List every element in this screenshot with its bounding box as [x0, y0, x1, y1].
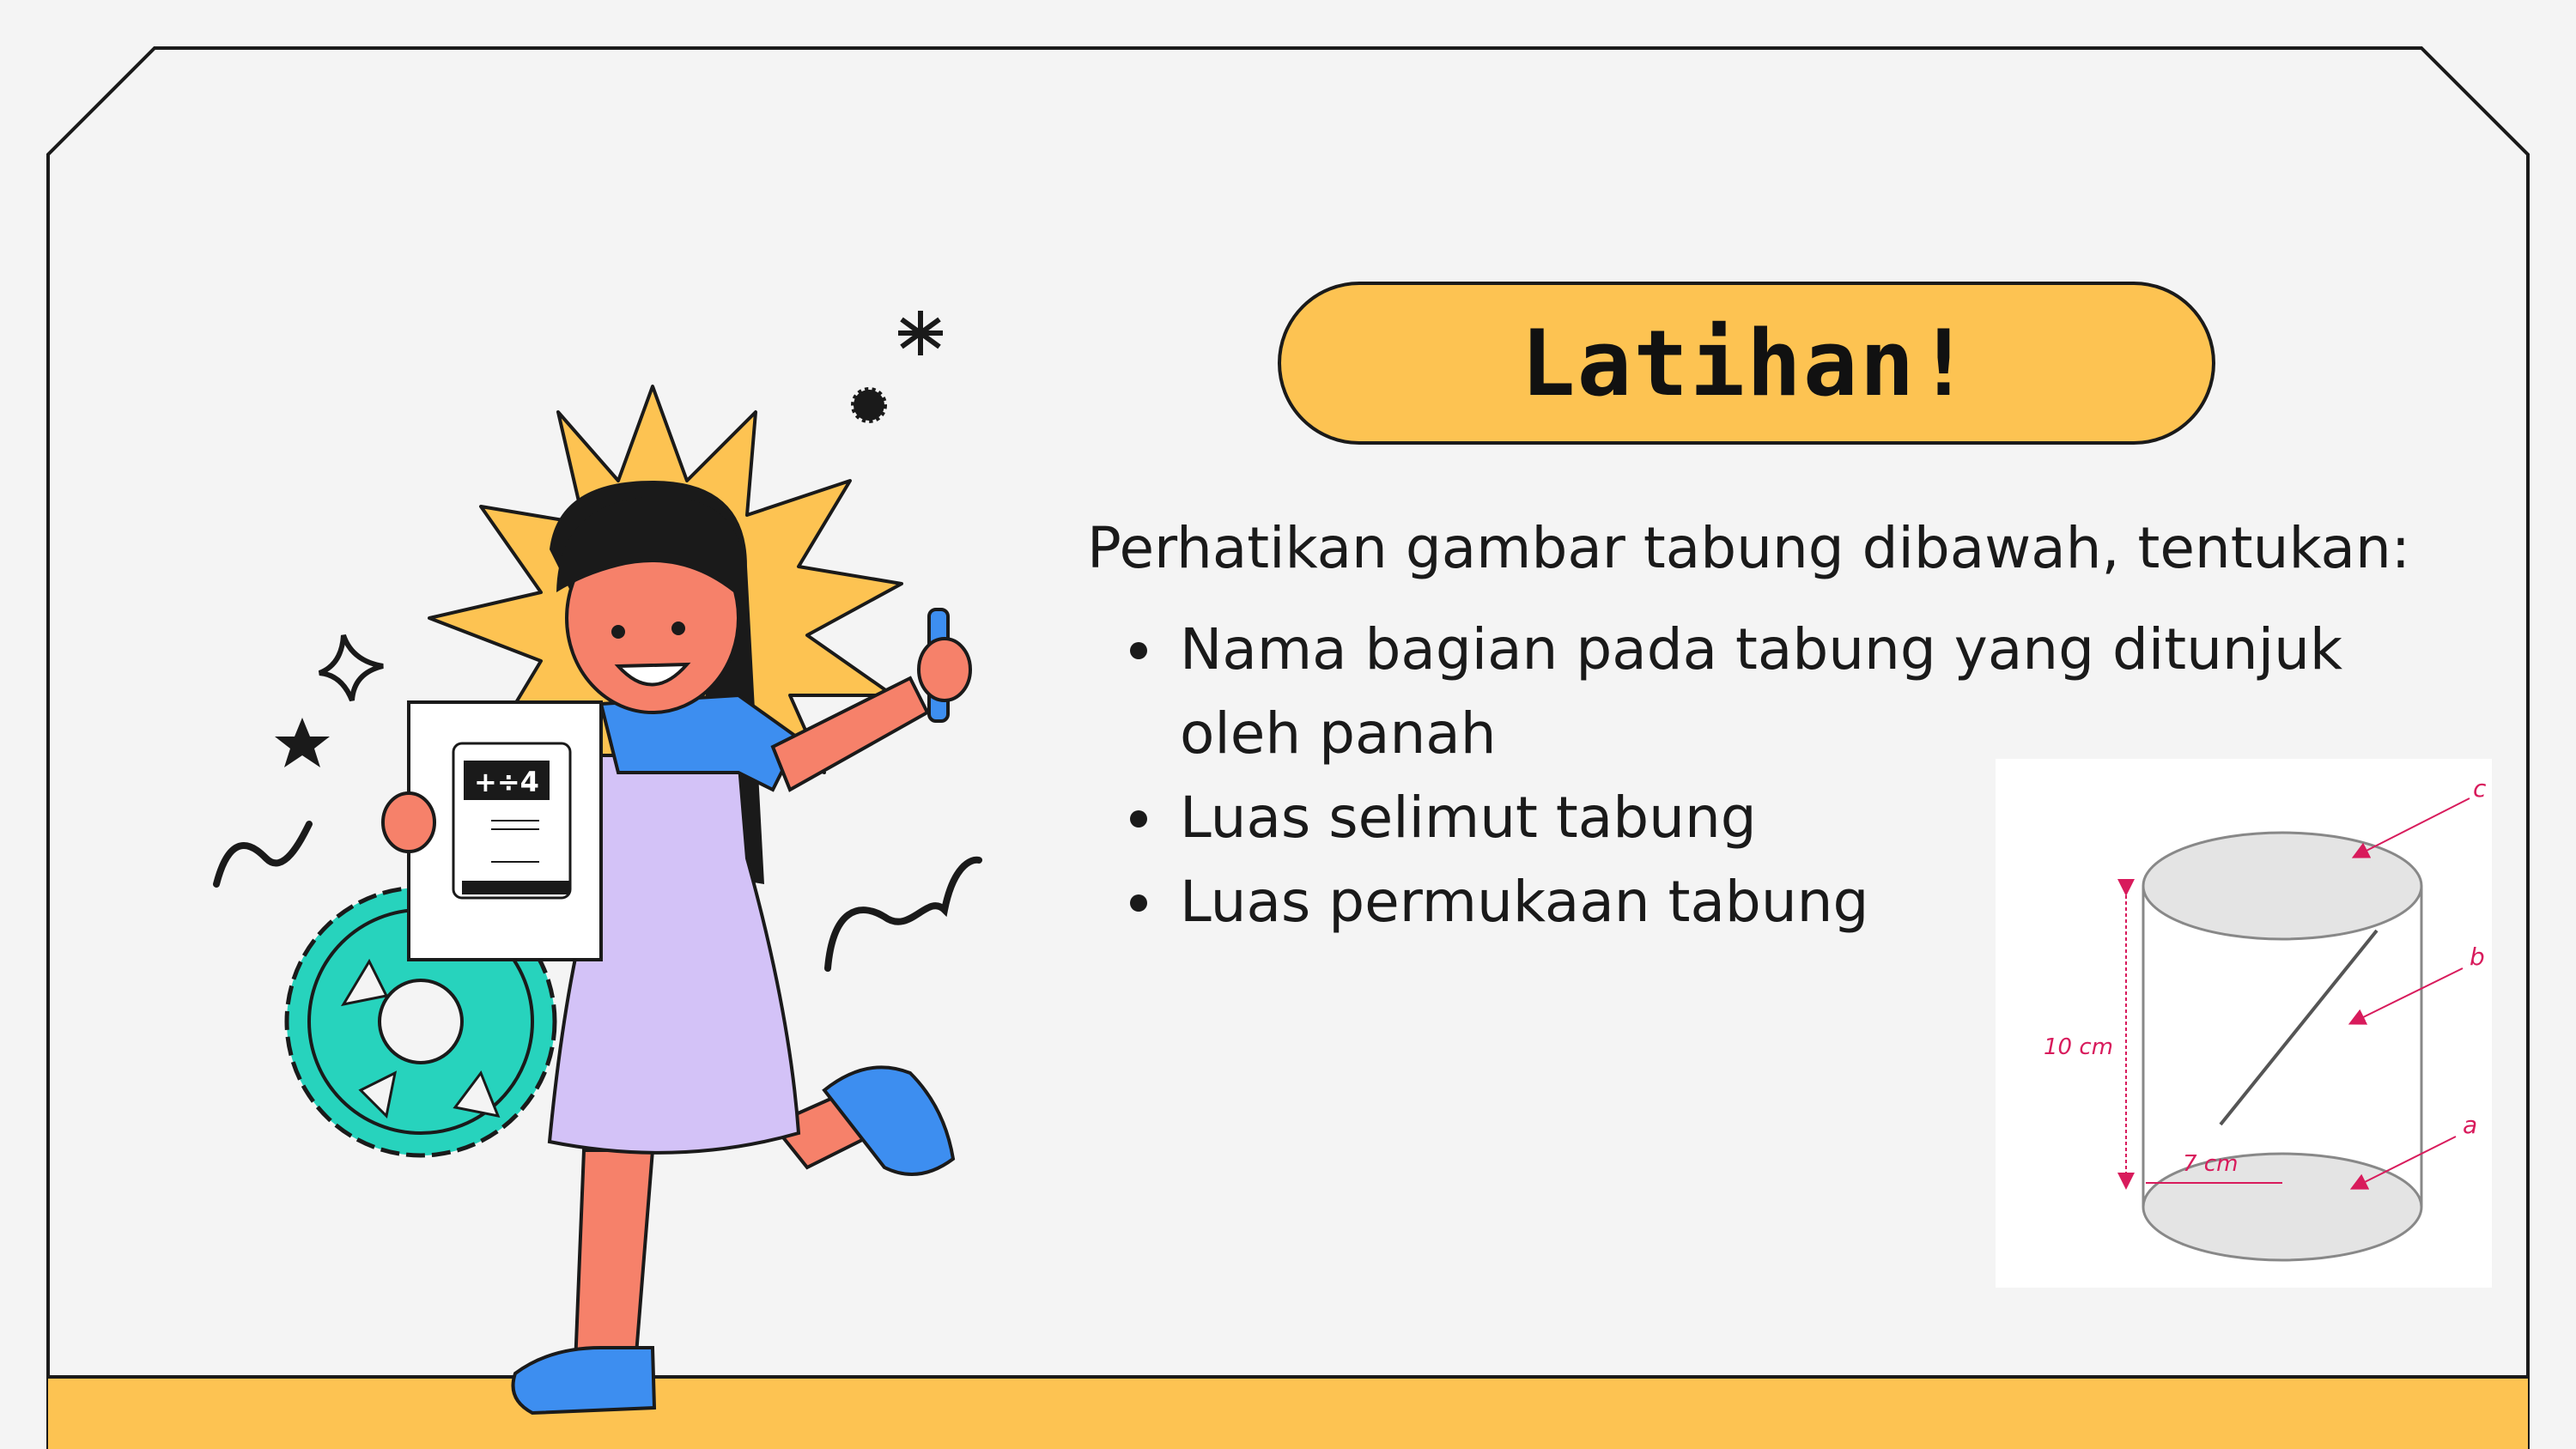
slide-title: Latihan! [1520, 310, 1973, 416]
list-item [1130, 608, 2470, 776]
leg [575, 1150, 653, 1365]
bullet-icon [1130, 810, 1147, 828]
sparkle-icon [319, 635, 383, 700]
asterisk-icon [898, 311, 943, 355]
label-b: b [2470, 943, 2485, 971]
eye [671, 621, 685, 635]
height-label: 10 cm [2044, 1034, 2113, 1060]
star-icon [275, 718, 330, 767]
cylinder-body [2143, 833, 2421, 1260]
burst-dot-icon [854, 390, 884, 421]
shoe-icon [513, 1348, 655, 1413]
label-a: a [2463, 1111, 2478, 1139]
squiggle-icon [828, 860, 979, 968]
label-c: c [2473, 774, 2487, 803]
book-symbols: +÷4 [474, 766, 539, 798]
arrow-c [2358, 798, 2470, 855]
task-text: Luas permukaan tabung [1180, 869, 1869, 935]
hand [919, 639, 970, 700]
eye [611, 625, 625, 639]
hand [383, 793, 434, 852]
bullet-icon [1130, 894, 1147, 912]
cylinder-diagram [1996, 759, 2492, 1288]
bullet-icon [1130, 642, 1147, 659]
task-text: Luas selimut tabung [1180, 785, 1757, 851]
squiggle-icon [216, 824, 309, 884]
title-pill [1278, 282, 2215, 445]
student-illustration [172, 283, 996, 1425]
arrow-b [2354, 968, 2463, 1022]
task-text: Nama bagian pada tabung yang ditunjuk oleh panah [1180, 616, 2343, 767]
instruction-text: Perhatikan gambar tabung dibawah, tentukan: [1087, 515, 2411, 581]
arrow-a [2356, 1137, 2456, 1186]
radius-label: 7 cm [2183, 1151, 2239, 1177]
